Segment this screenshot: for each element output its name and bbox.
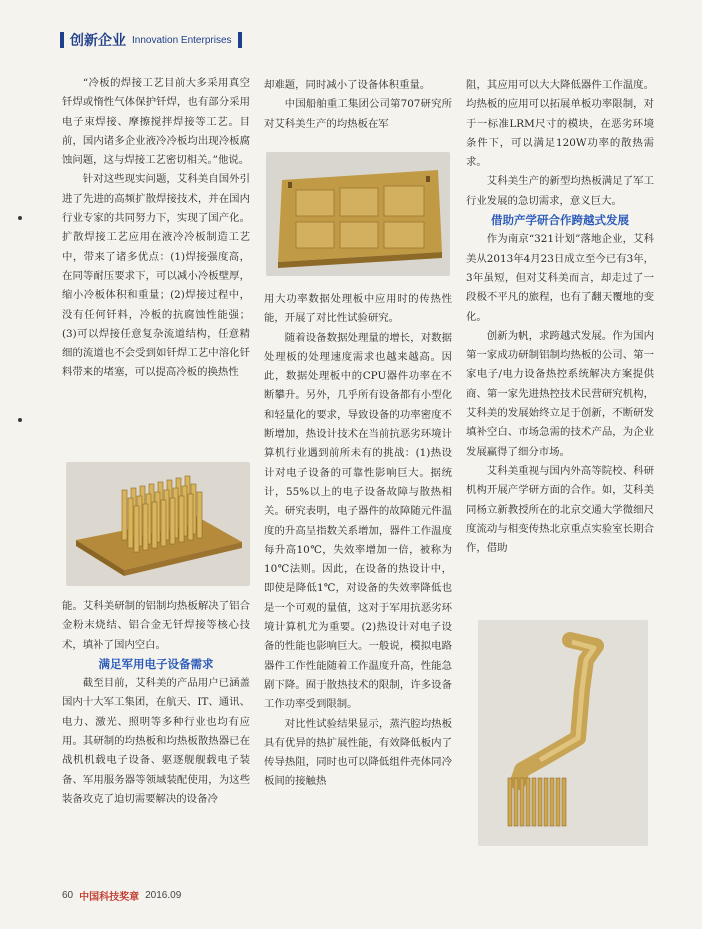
col3-paragraph-2: 艾科美生产的新型均热板满足了军工行业发展的急切需求，意义巨大。 xyxy=(466,175,654,207)
issue-date: 2016.09 xyxy=(145,890,182,901)
col2-paragraph-3: 用大功率数据处理板中应用时的传热性能，开展了对比性试验研究。 xyxy=(264,293,452,325)
page-number: 60 xyxy=(62,890,74,901)
column-3 xyxy=(466,76,654,558)
col2-paragraph-2: 中国船舶重工集团公司第707研究所对艾科美生产的均热板在军 xyxy=(264,98,452,130)
col1-paragraph-2: 针对这些现实问题，艾科美自国外引进了先进的高频扩散焊接技术，并在国内行业专家的共同努力下，实现了国产化。扩散焊接工艺应用在液冷冷板制造工艺中，带来了诸多优点：(1)焊接强度高，在同等耐压要求下，可以减小冷板壁厚，缩小冷板体积和重量；(2)焊接过程中，没有任何钎料，冷板的抗腐蚀性能强；(3)可以焊接任意复杂流道结构，任意精细的流道也不会受到如钎焊工艺中溶化钎料带来的堵塞，可以提高冷板的换热性 xyxy=(62,173,250,379)
header-title-en: Innovation Enterprises xyxy=(132,34,232,46)
col3-section-heading: 借助产学研合作跨越式发展 xyxy=(491,213,629,228)
magazine-brand: 中国科技奖章 xyxy=(79,892,140,903)
column-2-bottom xyxy=(264,290,452,792)
col3-paragraph-3: 作为南京“321计划”落地企业，艾科美从2013年4月23日成立至今已有3年，3年虽短，但对艾科美而言，却走过了一段极不平凡的旅程，也有了翻天覆地的变化。 xyxy=(466,233,654,323)
column-2-top xyxy=(264,76,452,134)
section-header xyxy=(60,30,242,50)
heat-pipe-photo xyxy=(478,620,648,846)
col2-paragraph-1: 却难题，同时减小了设备体积重量。 xyxy=(264,79,431,91)
col1-paragraph-4: 截至目前，艾科美的产品用户已涵盖国内十大军工集团，在航天、IT、通讯、电力、激光、照明等多种行业也均有应用。其研制的均热板和均热板散热器已在战机机载电子设备、驱逐舰舰载电子装备、军用服务器等领域装配使用，为这些装备攻克了迫切需要解决的设备冷 xyxy=(62,677,250,805)
col3-paragraph-1: 阻，其应用可以大大降低器件工作温度。均热板的应用可以拓展单板功率限制，对于一标准LRM尺寸的模块，在恶劣环境条件下，可以满足120W功率的散热需求。 xyxy=(466,79,654,169)
column-1-bottom xyxy=(62,597,250,809)
col3-paragraph-5: 艾科美重视与国内外高等院校、科研机构开展产学研方面的合作。如，艾科美同杨立新教授所在的北京交通大学微细尺度流动与相变传热北京重点实验室长期合作，借助 xyxy=(466,464,654,555)
header-bar-left xyxy=(60,32,64,48)
col1-paragraph-3: 能。艾科美研制的铝制均热板解决了铝合金粉末烧结、铝合金无钎焊接等核心技术，填补了国内空白。 xyxy=(62,600,250,651)
col1-paragraph-1: “冷板的焊接工艺目前大多采用真空钎焊或惰性气体保护钎焊，也有部分采用电子束焊接、摩擦搅拌焊接等工艺。目前，国内诸多企业液冷冷板均出现冷板腐蚀问题，这与焊接工艺密切相关。”他说。 xyxy=(62,77,250,167)
binder-hole xyxy=(18,216,22,220)
vapor-chamber-plate-photo xyxy=(266,152,450,276)
binder-hole xyxy=(18,418,22,422)
header-title-cn: 创新企业 xyxy=(70,33,126,49)
page-footer xyxy=(62,888,181,903)
column-1-top xyxy=(62,74,250,383)
col3-paragraph-4: 创新为帆，求跨越式发展。作为国内第一家成功研制铝制均热板的公司、第一家电子/电力设备热控系统解决方案提供商、第一家先进热控技术民营研究机构，艾科美的发展始终立足于创新，不断研发填补空白、市场急需的技术产品，为企业发展赢得了细分市场。 xyxy=(466,329,654,458)
col1-section-heading: 满足军用电子设备需求 xyxy=(98,656,214,671)
header-bar-right xyxy=(238,32,242,48)
col2-paragraph-4: 随着设备数据处理量的增长，对数据处理板的处理速度需求也越来越高。因此，数据处理板中的CPU器件功率在不断攀升。另外，几乎所有设备都有小型化和轻量化的要求，导致设备的功率密度不断增加，热设计技术在当前抗恶劣环境计算机行业遇到前所未有的挑战：(1)热设计对电子设备的可靠性影响巨大。据统计，55%以上的电子设备故障与散热相关。研究表明，电子器件的故障随元件温度的升高呈指数关系增加，器件工作温度每升高10℃，失效率增加一倍，被称为10℃法则。因此，在设备的热设计中，即使是降低1℃，对设备的失效率降低也是一个可观的量值，这对于军用抗恶劣环境计算机尤为重要。(2)热设计对电子设备的性能也影响巨大。一般说，模拟电路器件工作性能随着工作温度升高，性能急剧下降。囿于散热技术的限制，许多设备工作功率受到限制。 xyxy=(264,331,452,711)
col2-paragraph-5: 对比性试验结果显示，蒸汽腔均热板具有优异的热扩展性能，有效降低板内了传导热阻，同时也可以降低组件壳体同冷板间的接触热 xyxy=(264,717,452,788)
cold-plate-heatsink-photo xyxy=(66,462,250,586)
